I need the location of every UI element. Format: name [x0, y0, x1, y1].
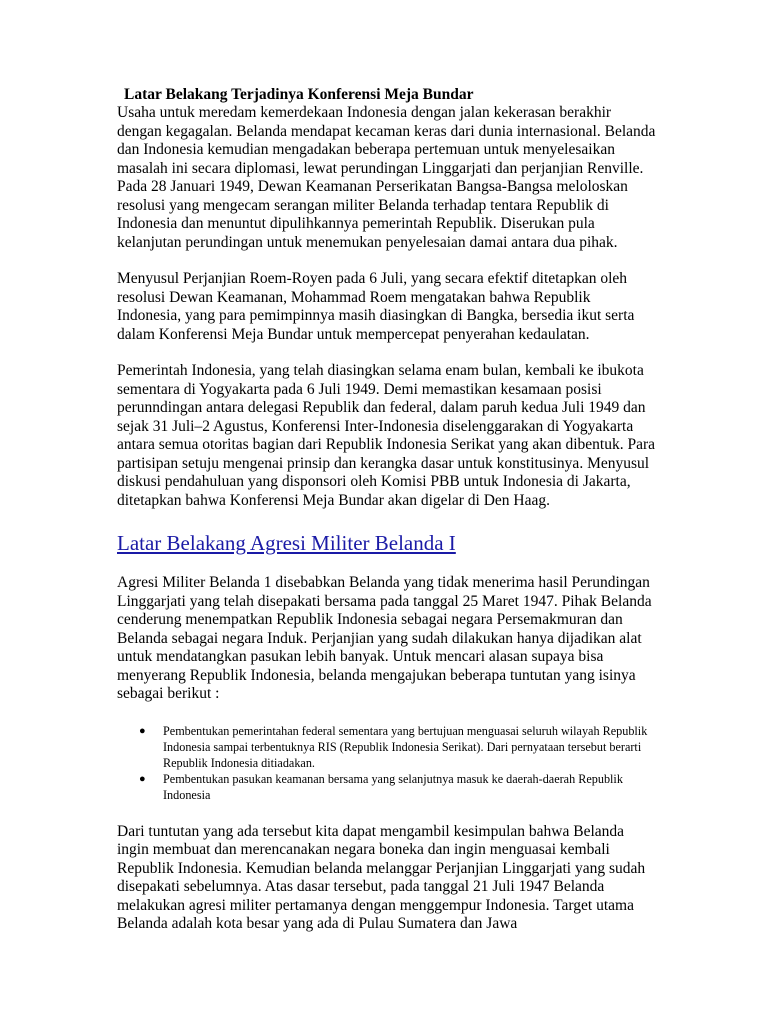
conclusion-paragraph: Dari tuntutan yang ada tersebut kita dapat mengambil kesimpulan bahwa Belanda ingin membuat dan merencanakan negara boneka dan ingin menguasai kembali Republik Indonesia. Kemudian belanda melanggar Perjanjian Linggarjati yang sudah disepakati sebelumnya. Atas dasar tersebut, pada tanggal 21 Juli 1947 Belanda melakukan agresi militer pertamanya dengan menggempur Indonesia. Target utama Belanda adalah kota besar yang ada di Pulau Sumatera dan Jawa — [117, 822, 646, 932]
bullet-list — [117, 723, 657, 803]
paragraph-3: Pemerintah Indonesia, yang telah diasingkan selama enam bulan, kembali ke ibukota sementara di Yogyakarta pada 6 Juli 1949. Demi memastikan kesamaan posisi perunndingan antara delegasi Republik dan federal, dalam paruh kedua Juli 1949 dan sejak 31 Juli–2 Agustus, Konferensi Inter-Indonesia diselenggarakan di Yogyakarta antara semua otoritas bagian dari Republik Indonesia Serikat yang akan dibentuk. Para partisipan setuju mengenai prinsip dan kerangka dasar untuk konstitusinya. Menyusul diskusi pendahuluan yang disponsori oleh Komisi PBB untuk Indonesia di Jakarta, ditetapkan bahwa Konferensi Meja Bundar akan digelar di Den Haag. — [117, 362, 656, 509]
document-page — [117, 86, 657, 934]
list-item-text: Pembentukan pemerintahan federal sementara yang bertujuan menguasai seluruh wilayah Republik Indonesia sampai terbentuknya RIS (Republik Indonesia Serikat). Dari pernyataan tersebut berarti Republik Indonesia ditiadakan. — [163, 723, 648, 770]
section-intro-paragraph: Agresi Militer Belanda 1 disebabkan Belanda yang tidak menerima hasil Perundingan Linggarjati yang telah disepakati bersama pada tanggal 25 Maret 1947. Pihak Belanda cenderung menempatkan Republik Indonesia sebagai negara Persemakmuran dan Belanda sebagai negara Induk. Perjanjian yang sudah dilakukan hanya dijadikan alat untuk mendatangkan pasukan lebih banyak. Untuk mencari alasan supaya bisa menyerang Republik Indonesia, belanda mengajukan beberapa tuntutan yang isinya sebagai berikut : — [117, 574, 652, 702]
paragraph-spacer — [117, 252, 657, 270]
paragraph-2: Menyusul Perjanjian Roem-Royen pada 6 Juli, yang secara efektif ditetapkan oleh resolusi Dewan Keamanan, Mohammad Roem mengatakan bahwa Republik Indonesia, yang para pemimpinnya masih diasingkan di Bangka, bersedia ikut serta dalam Konferensi Meja Bundar untuk mempercepat penyerahan kedaulatan. — [117, 270, 635, 343]
list-item — [139, 723, 657, 771]
list-spacer — [117, 704, 657, 723]
section-heading — [117, 530, 657, 556]
paragraph-spacer — [117, 344, 657, 362]
list-spacer — [117, 803, 657, 823]
bullet-icon: ● — [139, 772, 146, 785]
list-item — [139, 771, 657, 803]
list-item-text: Pembentukan pasukan keamanan bersama yang selanjutnya masuk ke daerah-daerah Republik Indonesia — [163, 771, 623, 802]
section-spacer — [117, 556, 657, 574]
section-heading-link[interactable]: Latar Belakang Agresi Militer Belanda I — [117, 531, 456, 555]
document-title: Latar Belakang Terjadinya Konferensi Meja Bundar — [124, 86, 474, 103]
section-spacer — [117, 510, 657, 530]
bullet-icon: ● — [139, 724, 146, 737]
paragraph-1: Usaha untuk meredam kemerdekaan Indonesia dengan jalan kekerasan berakhir dengan kegagalan. Belanda mendapat kecaman keras dari dunia internasional. Belanda dan Indonesia kemudian mengadakan beberapa pertemuan untuk menyelesaikan masalah ini secara diplomasi, lewat perundingan Linggarjati dan perjanjian Renville. Pada 28 Januari 1949, Dewan Keamanan Perserikatan Bangsa-Bangsa meloloskan resolusi yang mengecam serangan militer Belanda terhadap tentara Republik di Indonesia dan menuntut dipulihkannya pemerintah Republik. Diserukan pula kelanjutan perundingan untuk menemukan penyelesaian damai antara dua pihak. — [117, 104, 656, 251]
